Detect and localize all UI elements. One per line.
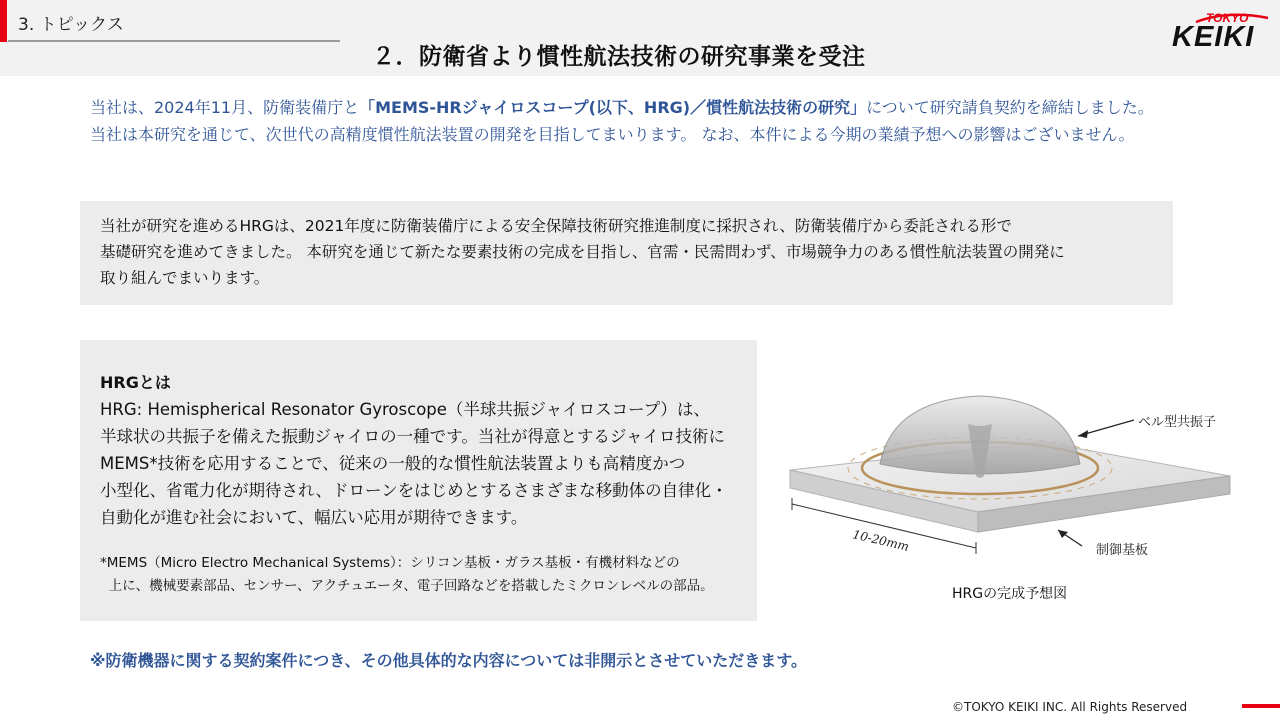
company-logo [1168,8,1272,50]
contract-name: 「MEMS-HRジャイロスコープ(以下、HRG)／慣性航法技術の研究」 [359,98,867,117]
illustration-caption: HRGの完成予想図 [952,586,1068,602]
logo-main-text: KEIKI [1172,21,1255,50]
hrg-description-box [80,340,757,621]
size-label: 10-20mm [851,527,911,554]
copyright-text: ©TOKYO KEIKI INC. All Rights Reserved [952,700,1188,714]
research-background-text: 当社が研究を進めるHRGは、2021年度に防衛装備庁による安全保障技術研究推進制度に採択され、防衛装備庁から委託される形で 基礎研究を進めてきました。 本研究を通じて新たな要素技術の完成を目指し、官需・民需問わず、市場競争力のある慣性航法装置の開発に 取り組んでまいります。 [100,217,1065,287]
section-divider [8,40,340,42]
hrg-illustration [782,380,1242,590]
page-title: ２．防衛省より慣性航法技術の研究事業を受注 [372,44,866,70]
substrate-label: 制御基板 [1096,543,1149,558]
hrg-description: HRG: Hemispherical Resonator Gyroscope（半球共振ジャイロスコープ）は、 半球状の共振子を備えた振動ジャイロの一種です。当社が得意とするジャイロ技術に MEMS*技術を応用することで、従来の一般的な慣性航法装置よりも高精度かつ 小型化、省電力化が期待され、ドローンをはじめとするさまざまな移動体の自律化・ 自動化が進む社会において、幅広い応用が期待できます。 [100,400,728,527]
intro-line-1: 当社は、2024年11月、防衛装備庁と「MEMS-HRジャイロスコープ(以下、HRG)／慣性航法技術の研究」について研究請負契約を締結しました。 [90,98,1154,117]
intro-text [90,94,1154,148]
section-accent-bar [0,0,7,42]
hrg-heading: HRGとは [100,373,171,392]
mems-footnote: *MEMS（Micro Electro Mechanical Systems）：シリコン基板・ガラス基板・有機材料などの 上に、機械要素部品、センサー、アクチュエータ、電子回路などを搭載したミクロンレベルの部品。 [100,555,714,594]
section-label: 3. トピックス [18,15,124,35]
intro-line-2: 当社は本研究を通じて、次世代の高精度慣性航法装置の開発を目指してまいります。 なお、本件による今期の業績予想への影響はございません。 [90,125,1135,144]
logo-top-text: TOKYO [1206,11,1249,25]
disclosure-footnote: ※防衛機器に関する契約案件につき、その他具体的な内容については非開示とさせていただきます。 [90,651,807,670]
footer-accent-bar [1242,704,1280,708]
resonator-label: ベル型共振子 [1138,415,1217,430]
research-background-box [80,201,1173,305]
